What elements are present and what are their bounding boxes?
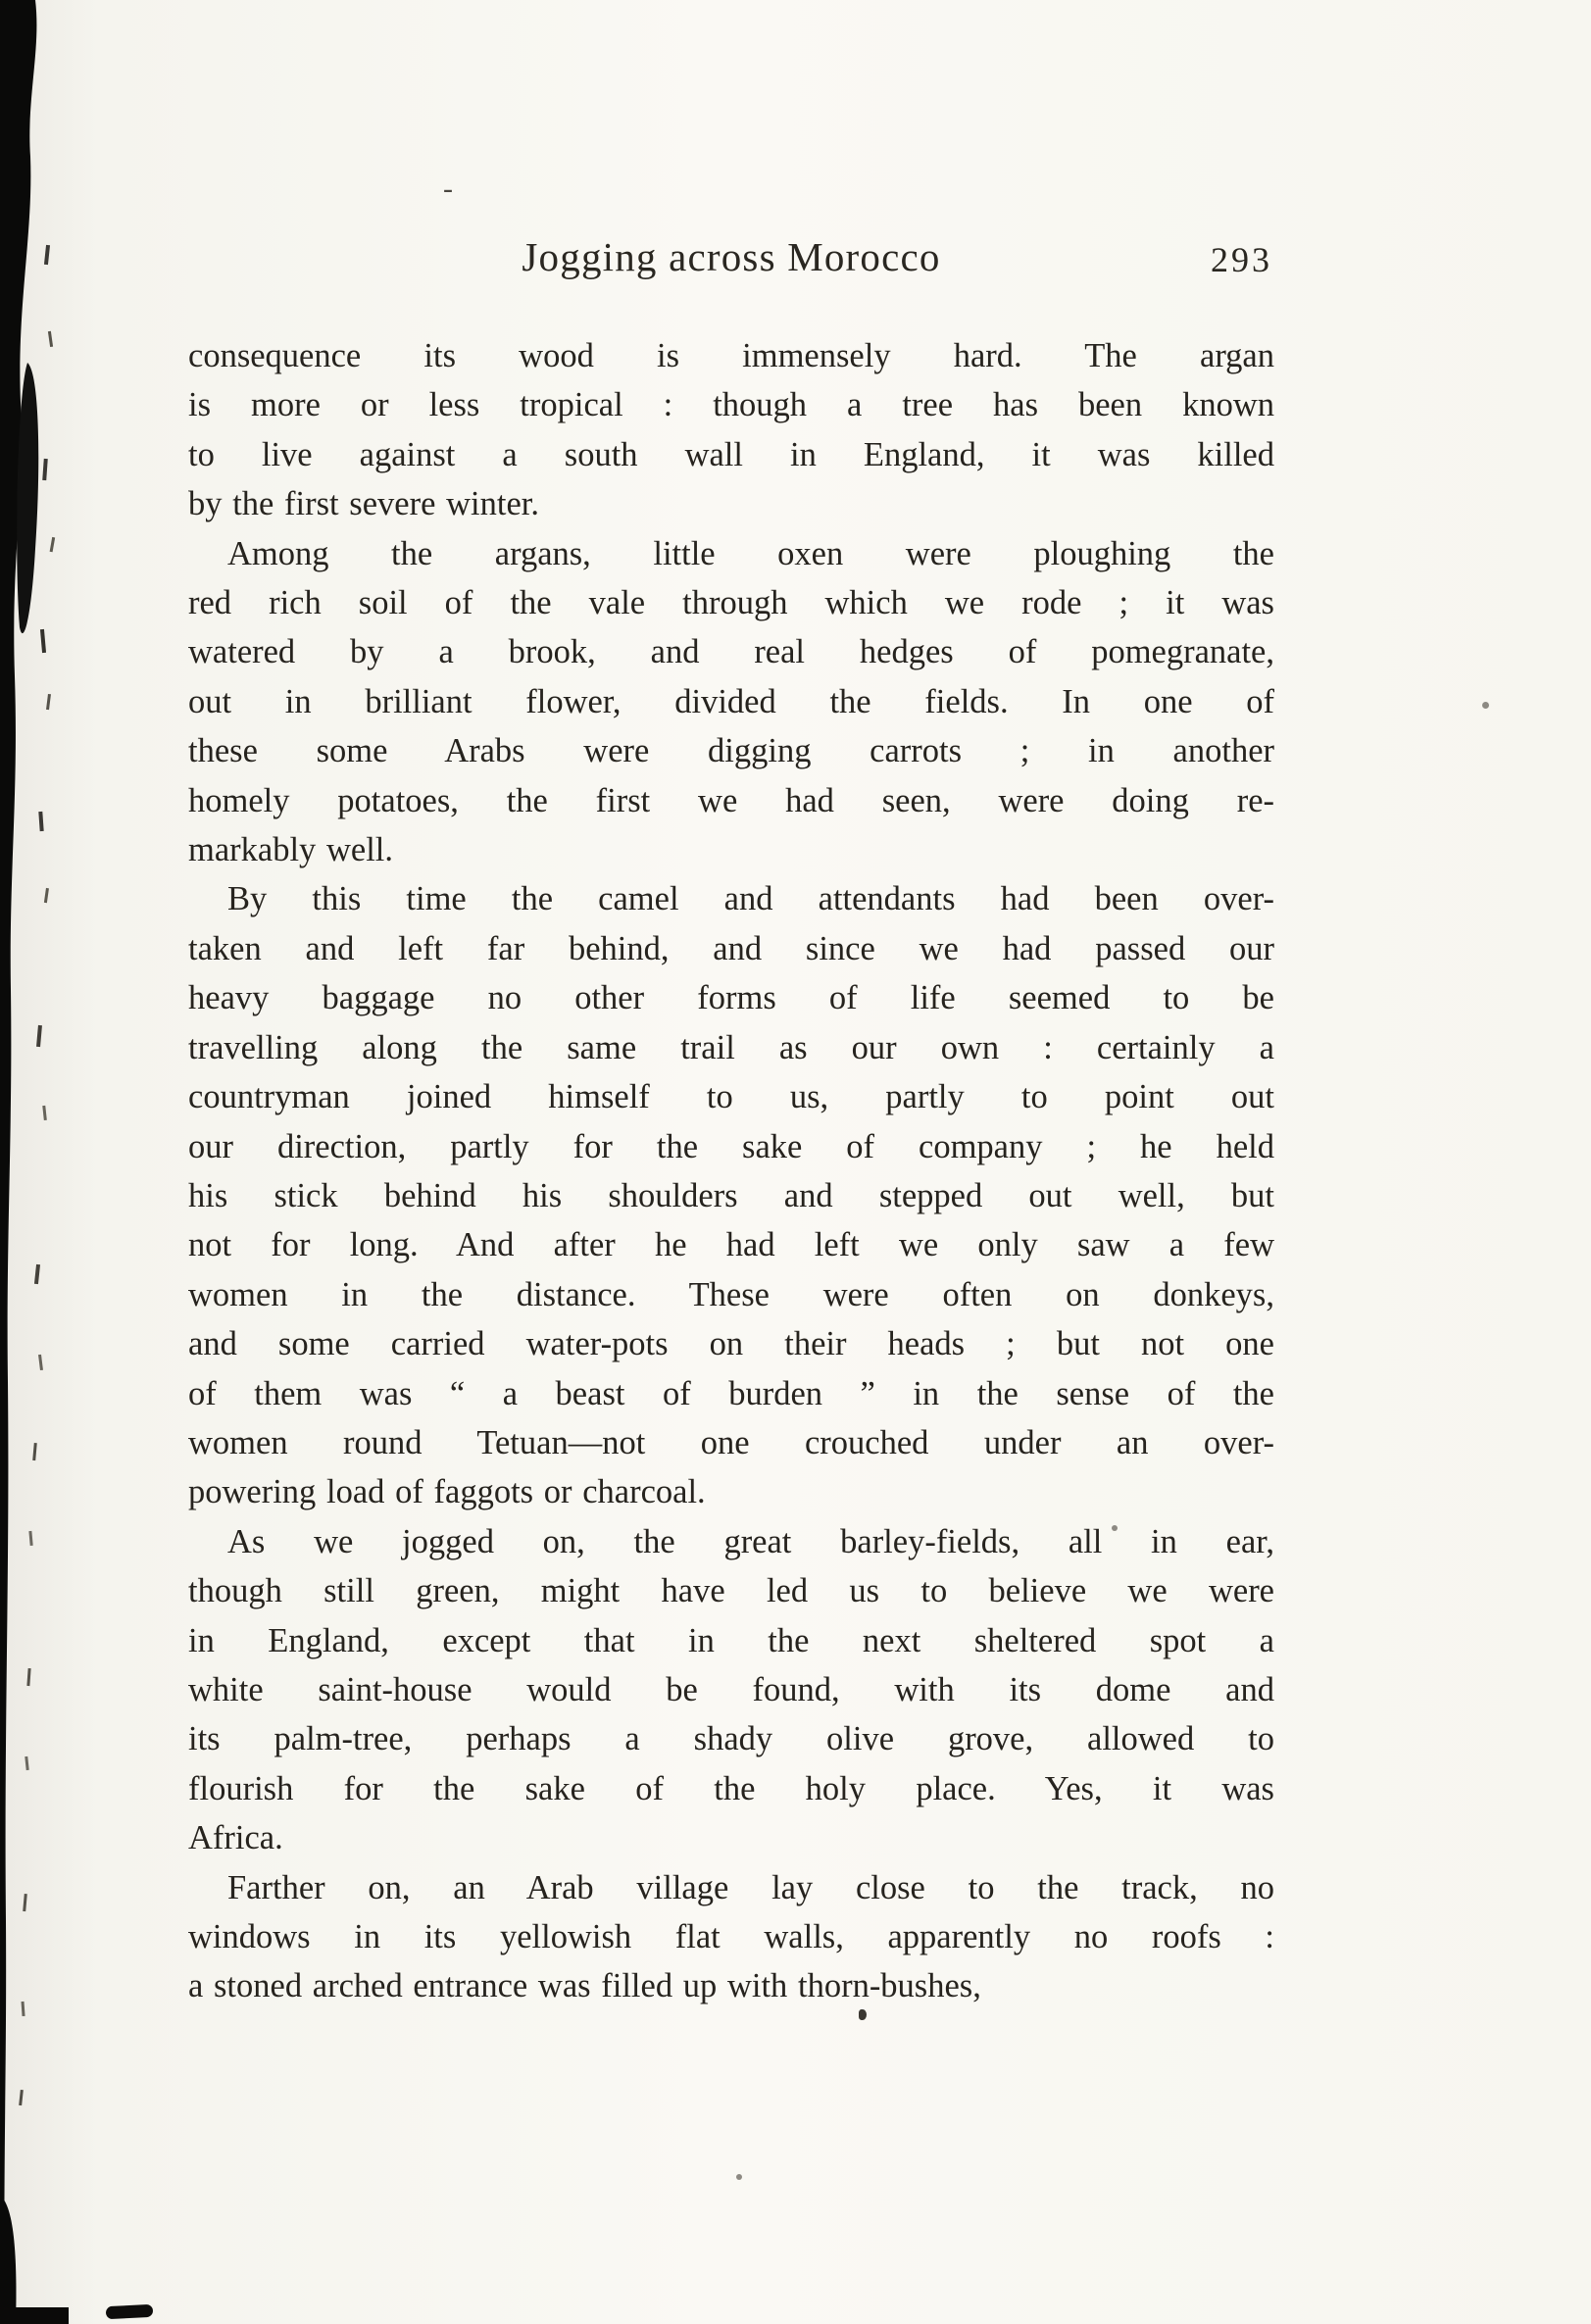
- text-column: [188, 173, 1274, 2011]
- text-line: women round Tetuan—not one crouched under an over-: [188, 1423, 1274, 1461]
- text-line: countryman joined himself to us, partly to point out: [188, 1078, 1274, 1116]
- text-line: to live against a south wall in England, it was killed: [188, 435, 1274, 473]
- text-line: is more or less tropical : though a tree has been known: [188, 386, 1274, 424]
- page-title: Jogging across Morocco: [522, 234, 941, 279]
- text-line: these some Arabs were digging carrots ; in another: [188, 732, 1274, 770]
- paragraph: [188, 1517, 1274, 1863]
- text-line: homely potatoes, the first we had seen, were doing re-: [188, 781, 1274, 819]
- text-line: and some carried water-pots on their heads ; but not one: [188, 1325, 1274, 1363]
- text-line: flourish for the sake of the holy place. Yes, it was: [188, 1769, 1274, 1807]
- text-line: heavy baggage no other forms of life seemed to be: [188, 979, 1274, 1017]
- text-line: Farther on, an Arab village lay close to the track, no: [227, 1868, 1274, 1906]
- text-line: By this time the camel and attendants had been over-: [227, 880, 1274, 918]
- paragraph: [188, 529, 1274, 875]
- binding-edge-artifact: [0, 0, 88, 2324]
- text-line: a stoned arched entrance was filled up with thorn-bushes,: [188, 1967, 981, 2005]
- scan-speck: [1482, 702, 1489, 709]
- text-line: our direction, partly for the sake of company ; he held: [188, 1127, 1274, 1165]
- scan-speck: [736, 2174, 742, 2180]
- text-line: As we jogged on, the great barley-fields, all in ear,: [227, 1522, 1274, 1560]
- text-line: watered by a brook, and real hedges of pomegranate,: [188, 633, 1274, 671]
- text-line: not for long. And after he had left we only saw a few: [188, 1226, 1274, 1264]
- text-line: windows in its yellowish flat walls, apparently no roofs :: [188, 1918, 1274, 1955]
- text-line: travelling along the same trail as our own : certainly a: [188, 1028, 1274, 1066]
- text-line: by the first severe winter.: [188, 485, 539, 523]
- bottom-edge-ink-mark: [106, 2304, 154, 2319]
- text-line: women in the distance. These were often on donkeys,: [188, 1275, 1274, 1313]
- text-line: of them was “ a beast of burden ” in the sense of the: [188, 1374, 1274, 1412]
- text-line: Among the argans, little oxen were ploughing the: [227, 534, 1274, 572]
- text-line: though still green, might have led us to believe we were: [188, 1572, 1274, 1610]
- paragraph: [188, 1863, 1274, 2011]
- text-line: in England, except that in the next sheltered spot a: [188, 1621, 1274, 1659]
- text-line: white saint-house would be found, with its dome and: [188, 1670, 1274, 1708]
- paragraph: [188, 331, 1274, 529]
- text-line: his stick behind his shoulders and stepped out well, but: [188, 1176, 1274, 1214]
- body-text: [188, 331, 1274, 2011]
- text-line: Africa.: [188, 1819, 283, 1857]
- text-line: consequence its wood is immensely hard. The argan: [188, 337, 1274, 374]
- text-line: red rich soil of the vale through which we rode ; it was: [188, 584, 1274, 622]
- stray-dash-mark: -: [443, 173, 453, 205]
- page-number: 293: [1211, 240, 1272, 279]
- text-line: out in brilliant flower, divided the fields. In one of: [188, 682, 1274, 720]
- page-header: [188, 173, 1274, 286]
- text-line: markably well.: [188, 831, 394, 869]
- text-line: powering load of faggots or charcoal.: [188, 1473, 706, 1511]
- text-line: taken and left far behind, and since we had passed our: [188, 929, 1274, 967]
- text-line: its palm-tree, perhaps a shady olive grove, allowed to: [188, 1720, 1274, 1758]
- paragraph: [188, 874, 1274, 1516]
